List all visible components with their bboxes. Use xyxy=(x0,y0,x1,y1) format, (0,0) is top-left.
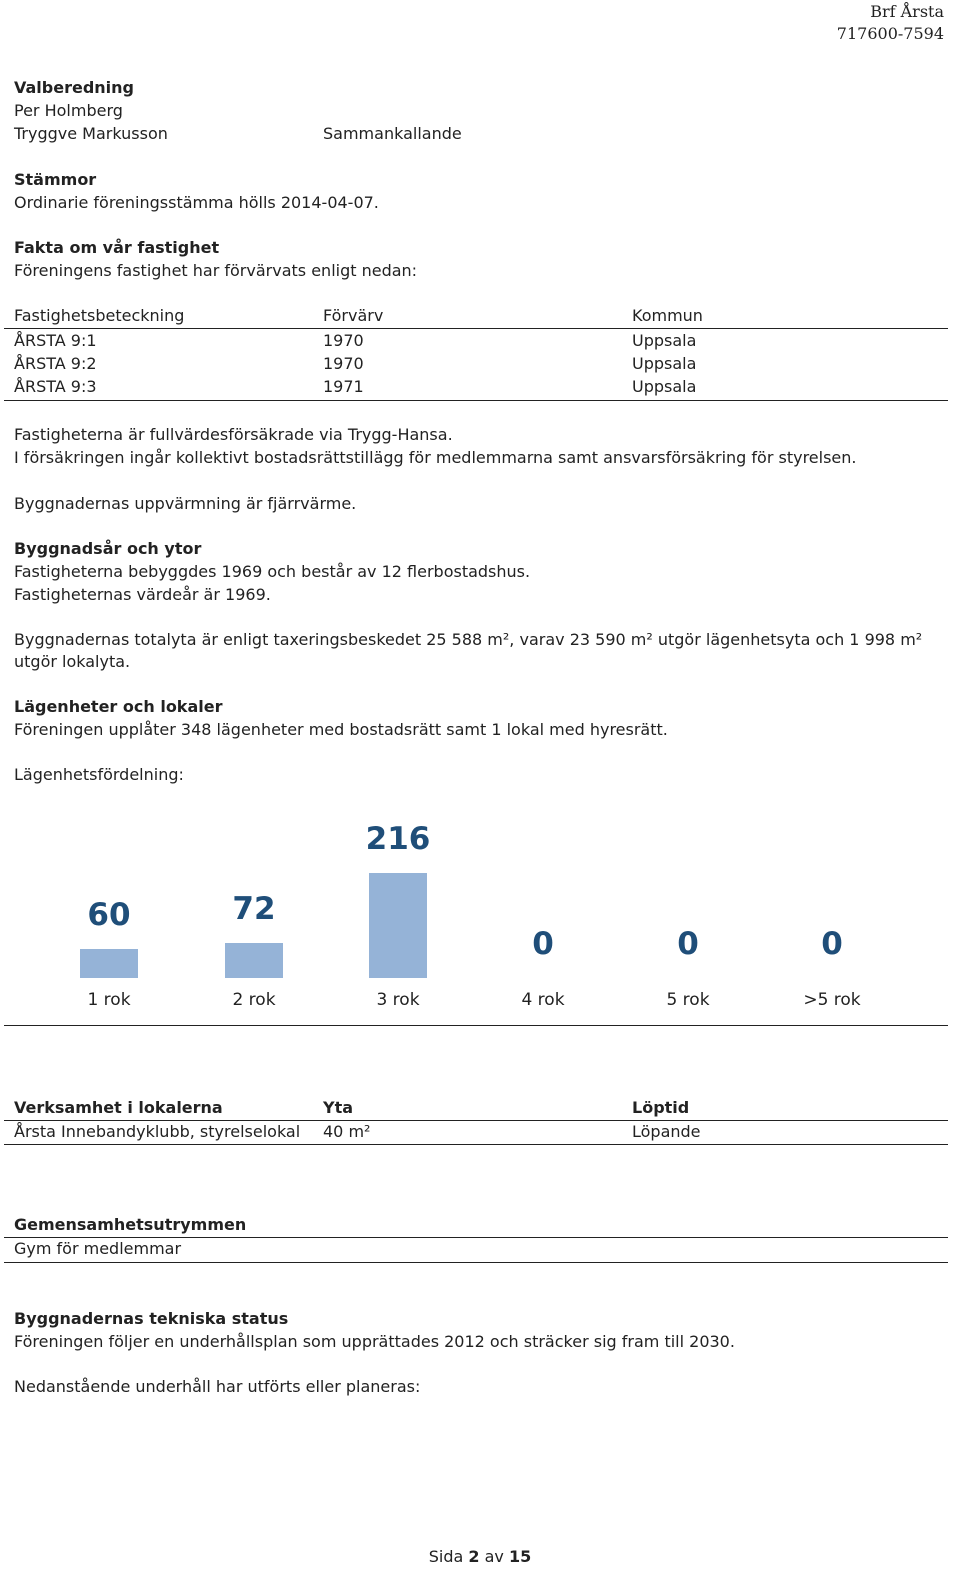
category-label: 2 rok xyxy=(232,990,276,1010)
column-header: Verksamhet i lokalerna xyxy=(14,1098,223,1117)
footer-page: 2 xyxy=(468,1547,480,1566)
byggnadsar-heading: Byggnadsår och ytor xyxy=(14,539,202,558)
category-label: >5 rok xyxy=(803,990,861,1010)
footer-total: 15 xyxy=(509,1547,532,1566)
bar-value-label: 216 xyxy=(365,821,431,857)
table-cell: ÅRSTA 9:2 xyxy=(14,354,97,373)
category-label: 4 rok xyxy=(521,990,565,1010)
member-name: Per Holmberg xyxy=(14,101,123,120)
tekniska-followup: Nedanstående underhåll har utförts eller planeras: xyxy=(14,1377,421,1396)
bar-3-rok xyxy=(369,873,427,978)
category-label: 3 rok xyxy=(376,990,420,1010)
insurance-text: Fastigheterna är fullvärdesförsäkrade via Trygg-Hansa. xyxy=(14,425,453,444)
stammor-heading: Stämmor xyxy=(14,170,97,189)
byggnadsar-text: Fastigheterna bebyggdes 1969 och består av 12 flerbostadshus. xyxy=(14,562,531,581)
column-header: Yta xyxy=(323,1098,354,1117)
table-cell: Uppsala xyxy=(632,331,697,350)
chart-baseline xyxy=(4,1025,948,1026)
gemensamhet-text: Gym för medlemmar xyxy=(14,1239,182,1258)
distribution-label: Lägenhetsfördelning: xyxy=(14,765,184,784)
column-header: Löptid xyxy=(632,1098,690,1117)
lagenheter-heading: Lägenheter och lokaler xyxy=(14,697,223,716)
table-divider xyxy=(4,328,948,329)
column-header: Förvärv xyxy=(323,306,384,325)
member-role: Sammankallande xyxy=(323,124,462,143)
lagenheter-text: Föreningen upplåter 348 lägenheter med bostadsrätt samt 1 lokal med hyresrätt. xyxy=(14,720,668,739)
page-footer xyxy=(0,1546,960,1568)
category-label: 1 rok xyxy=(87,990,131,1010)
table-cell: Uppsala xyxy=(632,377,697,396)
footer-prefix: Sida xyxy=(428,1547,464,1566)
valberedning-heading: Valberedning xyxy=(14,78,135,97)
table-cell: Löpande xyxy=(632,1122,701,1141)
table-cell: 1970 xyxy=(323,354,364,373)
bar-value-label: 60 xyxy=(87,897,131,933)
byggnadsar-text: Fastigheternas värdeår är 1969. xyxy=(14,585,271,604)
footer-sep: av xyxy=(484,1547,504,1566)
gemensamhet-heading: Gemensamhetsutrymmen xyxy=(14,1215,247,1234)
table-cell: ÅRSTA 9:1 xyxy=(14,331,97,350)
table-divider xyxy=(4,1144,948,1145)
stammor-text: Ordinarie föreningsstämma hölls 2014-04-07. xyxy=(14,193,379,212)
table-cell: Årsta Innebandyklubb, styrelselokal xyxy=(14,1122,301,1141)
bar-value-label: 0 xyxy=(821,926,843,962)
fastighet-intro: Föreningens fastighet har förvärvats enligt nedan: xyxy=(14,261,418,280)
section-divider xyxy=(4,1262,948,1263)
bar-value-label: 0 xyxy=(677,926,699,962)
heating-text: Byggnadernas uppvärmning är fjärrvärme. xyxy=(14,494,357,513)
tekniska-heading: Byggnadernas tekniska status xyxy=(14,1309,289,1328)
bar-1-rok xyxy=(80,949,138,978)
table-cell: 40 m² xyxy=(323,1122,371,1141)
table-cell: 1971 xyxy=(323,377,364,396)
table-cell: Uppsala xyxy=(632,354,697,373)
area-text: Byggnadernas totalyta är enligt taxeringsbeskedet 25 588 m², varav 23 590 m² utgör lägenhetsyta och 1 998 m² xyxy=(14,630,923,649)
fastighet-heading: Fakta om vår fastighet xyxy=(14,238,220,257)
bar-value-label: 72 xyxy=(232,891,276,927)
table-cell: 1970 xyxy=(323,331,364,350)
org-name: Brf Årsta xyxy=(870,2,944,21)
area-text: utgör lokalyta. xyxy=(14,652,131,671)
column-header: Kommun xyxy=(632,306,703,325)
bar-2-rok xyxy=(225,943,283,978)
category-label: 5 rok xyxy=(666,990,710,1010)
insurance-text: I försäkringen ingår kollektivt bostadsrättstillägg för medlemmarna samt ansvarsförsäkring för styrelsen. xyxy=(14,448,857,467)
member-name: Tryggve Markusson xyxy=(14,124,168,143)
table-cell: ÅRSTA 9:3 xyxy=(14,377,97,396)
bar-value-label: 0 xyxy=(532,926,554,962)
column-header: Fastighetsbeteckning xyxy=(14,306,185,325)
table-divider xyxy=(4,400,948,401)
org-number: 717600-7594 xyxy=(836,24,944,43)
tekniska-text: Föreningen följer en underhållsplan som upprättades 2012 och sträcker sig fram till 2030. xyxy=(14,1332,735,1351)
